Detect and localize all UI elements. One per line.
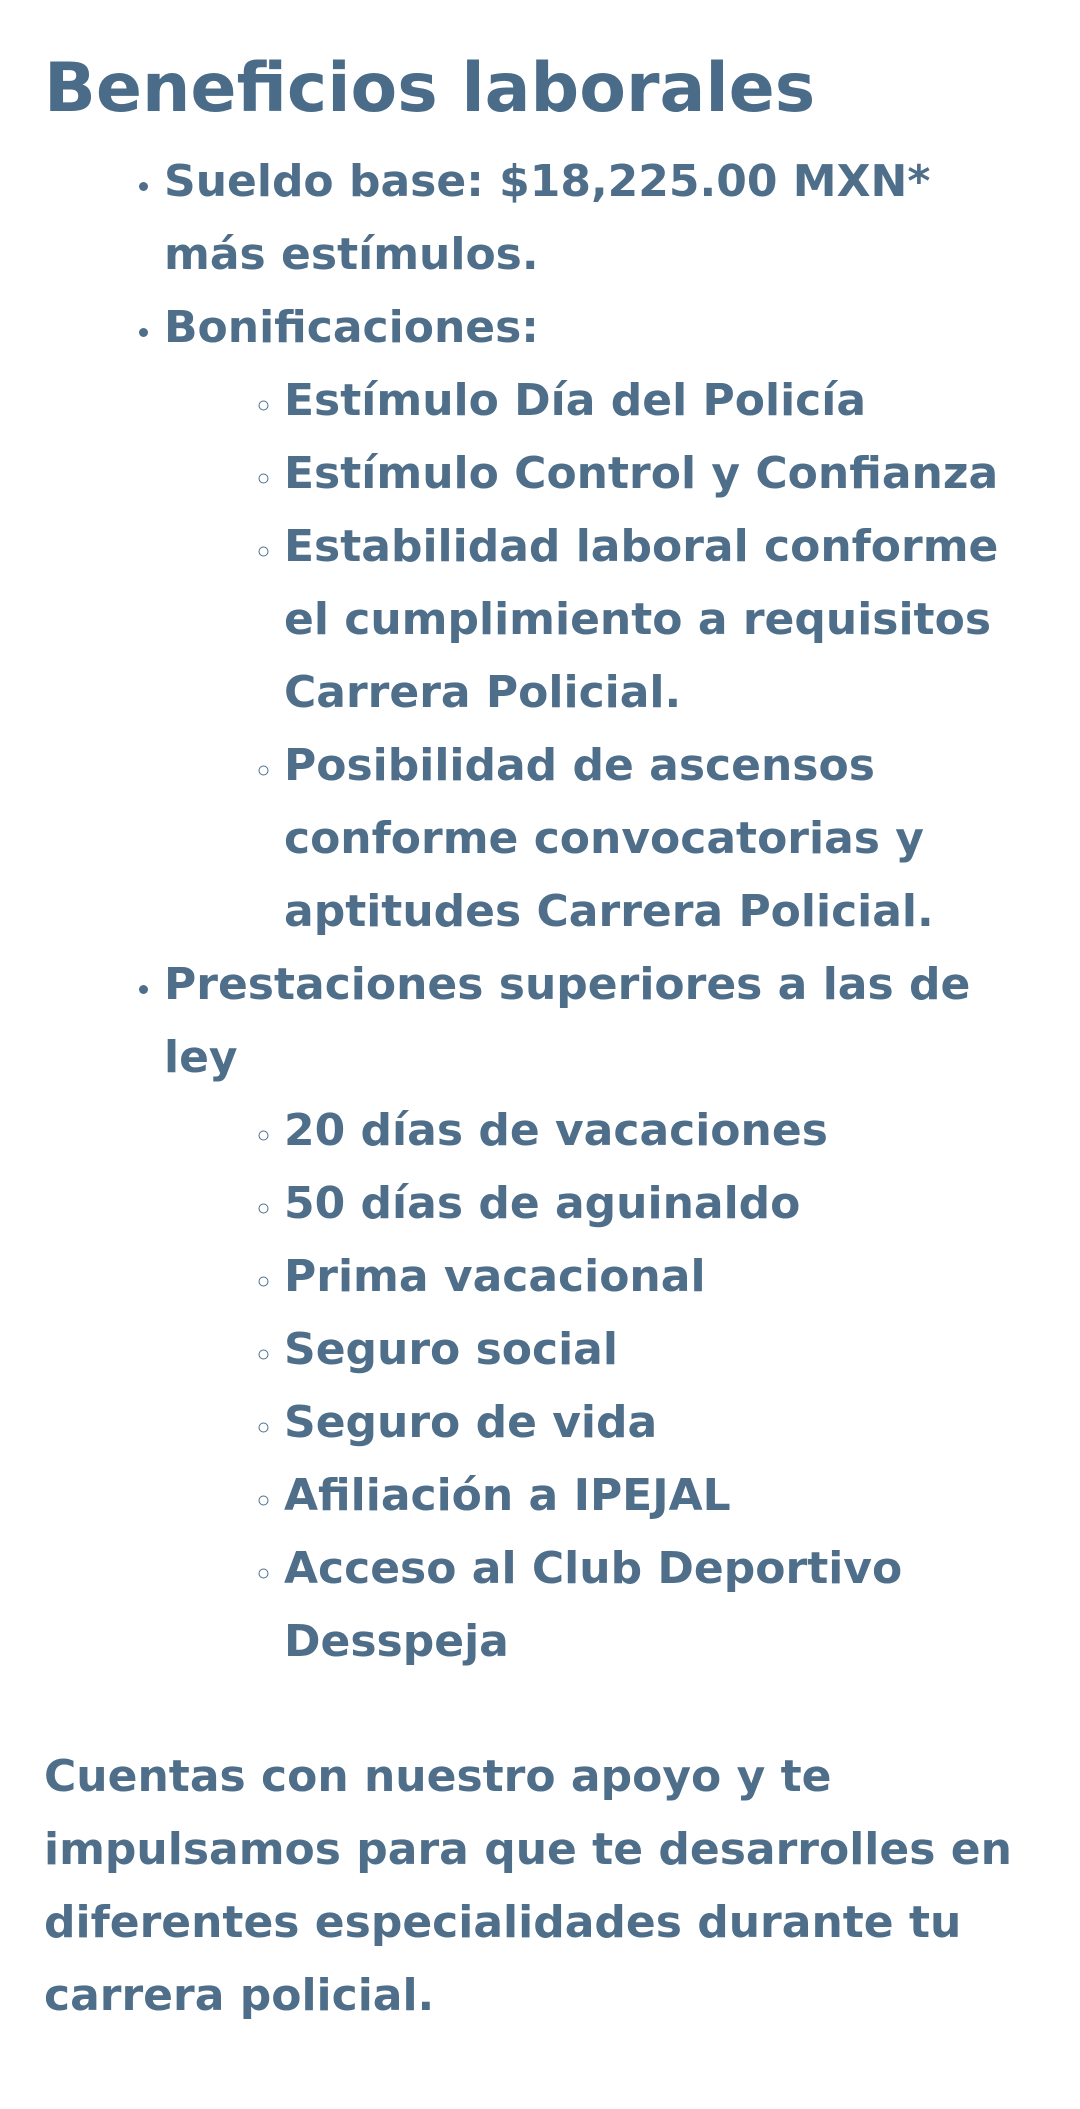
list-item: ◦ Afiliación a IPEJAL — [284, 1459, 1036, 1532]
list-item-bonuses — [164, 291, 1036, 948]
list-item: ◦ Seguro de vida — [284, 1386, 1036, 1459]
list-item: ◦ Seguro social — [284, 1313, 1036, 1386]
bonuses-sublist — [164, 364, 1036, 948]
bonuses-label: Bonificaciones: — [164, 301, 539, 353]
salary-text: Sueldo base: $18,225.00 MXN* más estímulos. — [164, 155, 931, 280]
list-item: ◦ Prima vacacional — [284, 1240, 1036, 1313]
list-item: ◦ Acceso al Club Deportivo Desspeja — [284, 1532, 1036, 1678]
list-item: ◦ Posibilidad de ascensos conforme convocatorias y aptitudes Carrera Policial. — [284, 729, 1036, 948]
page-title: Beneficios laborales — [44, 49, 816, 128]
list-item: ◦ Estabilidad laboral conforme el cumplimiento a requisitos Carrera Policial. — [284, 510, 1036, 729]
closing-paragraph: Cuentas con nuestro apoyo y te impulsamos para que te desarrolles en diferentes especialidades durante tu carrera policial. — [44, 1750, 1012, 2021]
list-item: ◦ 20 días de vacaciones — [284, 1094, 1036, 1167]
benefits-above-law-sublist — [164, 1094, 1036, 1678]
benefits-list — [44, 145, 1036, 1678]
list-item: ◦ Estímulo Día del Policía — [284, 364, 1036, 437]
benefits-above-law-label: Prestaciones superiores a las de ley — [164, 958, 971, 1083]
list-item-benefits-above-law — [164, 948, 1036, 1678]
list-item-salary — [164, 145, 1036, 291]
list-item: ◦ Estímulo Control y Confianza — [284, 437, 1036, 510]
list-item: ◦ 50 días de aguinaldo — [284, 1167, 1036, 1240]
